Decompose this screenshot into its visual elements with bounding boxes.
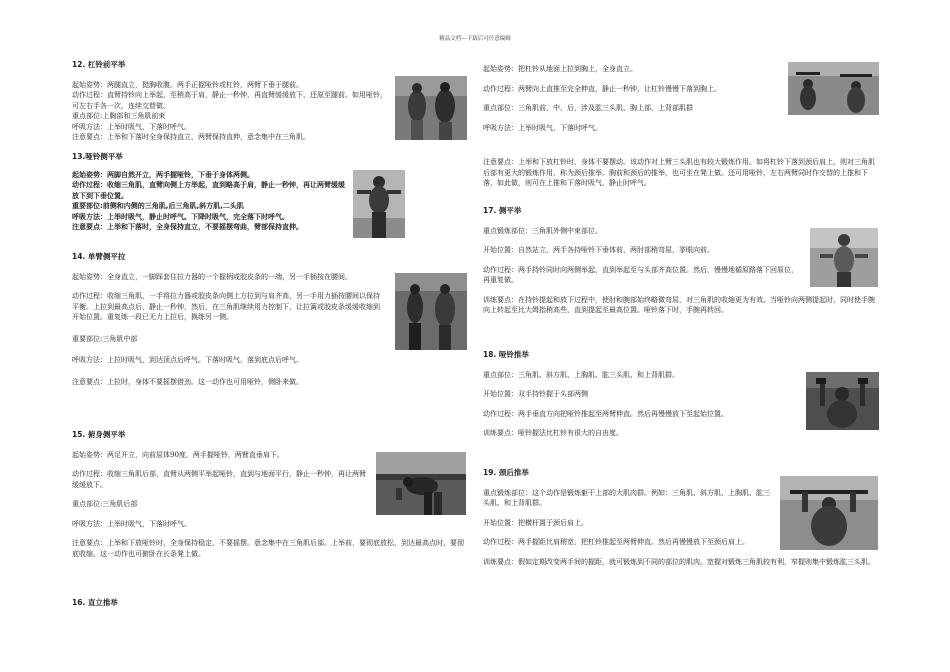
section-19-title: 19. 颈后推举: [483, 468, 529, 477]
s18-p4: 训练要点：哑铃握法比杠铃有很大的自由度。: [483, 429, 623, 437]
s12-line-5: 注意要点：上举和下落时全身保持直立，两臂保持直伸，意念集中在三角肌。: [72, 133, 310, 141]
s14-p2: 动作过程：收缩三角肌，一手将拉力器或胶皮条向侧上方拉到与肩齐高，另一手用力插按腰间以保持平衡。上拉到最高点后，静止一秒钟，然后，在三角肌继续用力控制下，让拉簧或胶皮条缓缓收缩到开始位置。重复练一段已无力上拉后，换练另一侧。: [72, 292, 380, 321]
s19-p4: 训练要点：假如定期改变两手间的握距，就可锻炼到不同的部位的肌肉。宽握对锻炼三角肌较有利，窄握则集中锻炼肱三头肌。: [483, 557, 875, 566]
s13-line-5: 注意要点：上举和下落时，全身保持直立，不要摇摆弯曲，臂部保持直伸。: [72, 223, 303, 231]
s14-p1: 起始姿势：全身直立，一脚踩套住拉力器的一个握柄或胶皮条的一端，另一手插按在腰间。: [72, 272, 352, 281]
s16-p5: 注意要点：上举和下放杠铃时，身体不要摆动。该动作对上臂三头肌也有较大锻炼作用。如将杠铃下落到颈后肩上，则对三角肌后部有更大的锻炼作用，称为颈后推举。胸前和颈后的推举，也可坐在凳上做。还可用哑铃，左右两臂同时作交替的上推和下落，如此做，则可在上推和下落时吸气，静止时呼气。: [483, 158, 875, 187]
s12-line-1: 起始姿势：两腿直立，挺胸收腹。两手正握哑铃或杠铃，两臂下垂于腿前。: [72, 80, 303, 89]
s13-line-1: 起始姿势：两脚自然开立，两手握哑铃，下垂于身体两侧。: [72, 170, 254, 179]
s16-p4: 呼吸方法：上举时吸气，下落时呼气。: [483, 123, 602, 132]
s14-p3: 重要部位:三角肌中部: [72, 334, 138, 343]
s15-p1: 起始姿势：两足开立，向前屈体90度，两手握哑铃，两臂直垂肩下。: [72, 450, 284, 459]
s17-p3: 动作过程：两手持铃同时向两侧举起，直到举起至与头部齐高位置。然后，慢慢地循原路落下回原位，再重复做。: [483, 265, 798, 284]
s19-p3: 动作过程：两手握距比肩稍宽，把杠铃推起至两臂伸直。然后再慢慢放下至颈后肩上。: [483, 538, 749, 546]
s15-p4: 呼吸方法：上举时吸气，下落时呼气。: [72, 519, 191, 528]
section-13-title: 13.哑铃侧平举: [72, 152, 123, 161]
s13-line-2: 动作过程：收缩三角肌，直臂向侧上方举起，直到略高于肩，静止一秒钟，再让两臂缓缓放下到下垂位置。: [72, 181, 345, 200]
section-12-title: 12. 杠铃前平举: [72, 60, 126, 69]
section-18-title: 18. 哑铃推举: [483, 350, 529, 359]
s18-p2: 开始位置：双手持铃握于头部两侧: [483, 390, 588, 398]
s13-line-3: 重要部位:前侧和内侧的三角肌,后三角肌,斜方肌,二头肌: [72, 202, 244, 210]
s18-p3: 动作过程：两手垂直方向把哑铃推起至两臂伸直。然后再慢慢放下至起始位置。: [483, 409, 728, 418]
s17-p1: 重点锻炼部位：三角肌外侧中束部位。: [483, 226, 602, 235]
s14-p5: 注意要点：上拉时，身体不要摇摆借劲。这一动作也可用哑铃，侧卧来做。: [72, 377, 303, 386]
s12-line-3: 重点部位:上胸部和三角肌前束: [72, 112, 166, 120]
section-13: [72, 152, 470, 233]
s16-p3: 重点部位：三角肌前、中、后，涉及肱三头肌、胸上部，上背部肌群: [483, 104, 693, 112]
section-15-title: 15. 俯身侧平举: [72, 430, 126, 439]
photo-single-arm-raise: [395, 273, 467, 350]
section-16-continued: [483, 64, 783, 142]
photo-side-raise: [810, 228, 878, 287]
s15-p2: 动作过程：收缩三角肌后部，直臂从两侧平举起哑铃，直到与地面平行，静止一秒钟，再让两臂缓缓放下。: [72, 470, 366, 489]
s14-p4: 呼吸方法：上拉时吸气，到达顶点后呼气。下落时吸气，落到底点后呼气。: [72, 356, 303, 364]
s19-p1: 重点锻炼部位：这个动作是锻炼躯干上部的大肌肉群。例如：三角肌、斜方肌、上胸肌、肱三头肌、和上背肌群。: [483, 488, 770, 507]
photo-bent-over-raise: [376, 452, 466, 515]
photo-standing-press: [788, 62, 879, 115]
photo-behind-neck-press: [780, 476, 878, 550]
s13-line-4: 呼吸方法：上举时吸气，静止时呼气。下降时吸气，完全落下时呼气。: [72, 212, 289, 221]
s16-p1: 起始姿势：把杠铃从地面上拉到胸上，全身直立。: [483, 65, 637, 73]
s17-p2: 开始位置：自然站立，两手各持哑铃下垂体前，两肘部稍弯屈，挙眼向前。: [483, 246, 714, 254]
section-16-title: 16. 直立推举: [72, 598, 118, 607]
s17-p4: 训练要点：在持铃提起和放下过程中，使肘和腕部始终略微弯屈，对三角肌的收缩更为有效。当哑铃向两侧提起时，同时使手腕向上转起至比大姆指稍高些，直到提起至最高位置。哑铃落下时，手腕再转回。: [483, 295, 875, 314]
photo-dumbbell-press: [806, 372, 879, 430]
s15-p3: 重点部位:三角肌后部: [72, 500, 138, 508]
s19-p2: 开始位置：把横杆置于颈后肩上。: [483, 518, 588, 527]
photo-lateral-raise: [353, 170, 405, 238]
section-17-title: 17. 侧平举: [483, 206, 522, 215]
section-14-title: 14. 单臂侧平拉: [72, 252, 126, 261]
s15-p5: 注意要点：上举和下放哑铃时，全身保持稳定，不要摇摆。意念集中在三角肌后部。上举前，要彻底放松，到达最高点时，要彻底收缩。这一动作也可俯卧在长条凳上做。: [72, 539, 464, 558]
photo-front-raise: [395, 76, 467, 140]
section-16-notes: [483, 157, 879, 189]
s18-p1: 重点部位：三角肌、斜方肌、上胸肌、肱三头肌、和上背肌群。: [483, 370, 679, 379]
s16-p2: 动作过程：两臂向上直推至完全伸直，静止一秒钟，让杠铃慢慢下落到胸上。: [483, 84, 721, 93]
s12-line-4: 呼吸方法：上举时吸气，下落时呼气。: [72, 122, 191, 131]
page-header: 精品文档---下载后可任意编辑: [439, 36, 511, 42]
s12-line-2: 动作过程：直臂持铃向上举起，至稍高于肩，静止一秒钟，再直臂缓缓放下，还原至腿前。如用哑铃，可左右手各一次，连续交替做。: [72, 91, 387, 110]
section-16: [72, 598, 470, 609]
